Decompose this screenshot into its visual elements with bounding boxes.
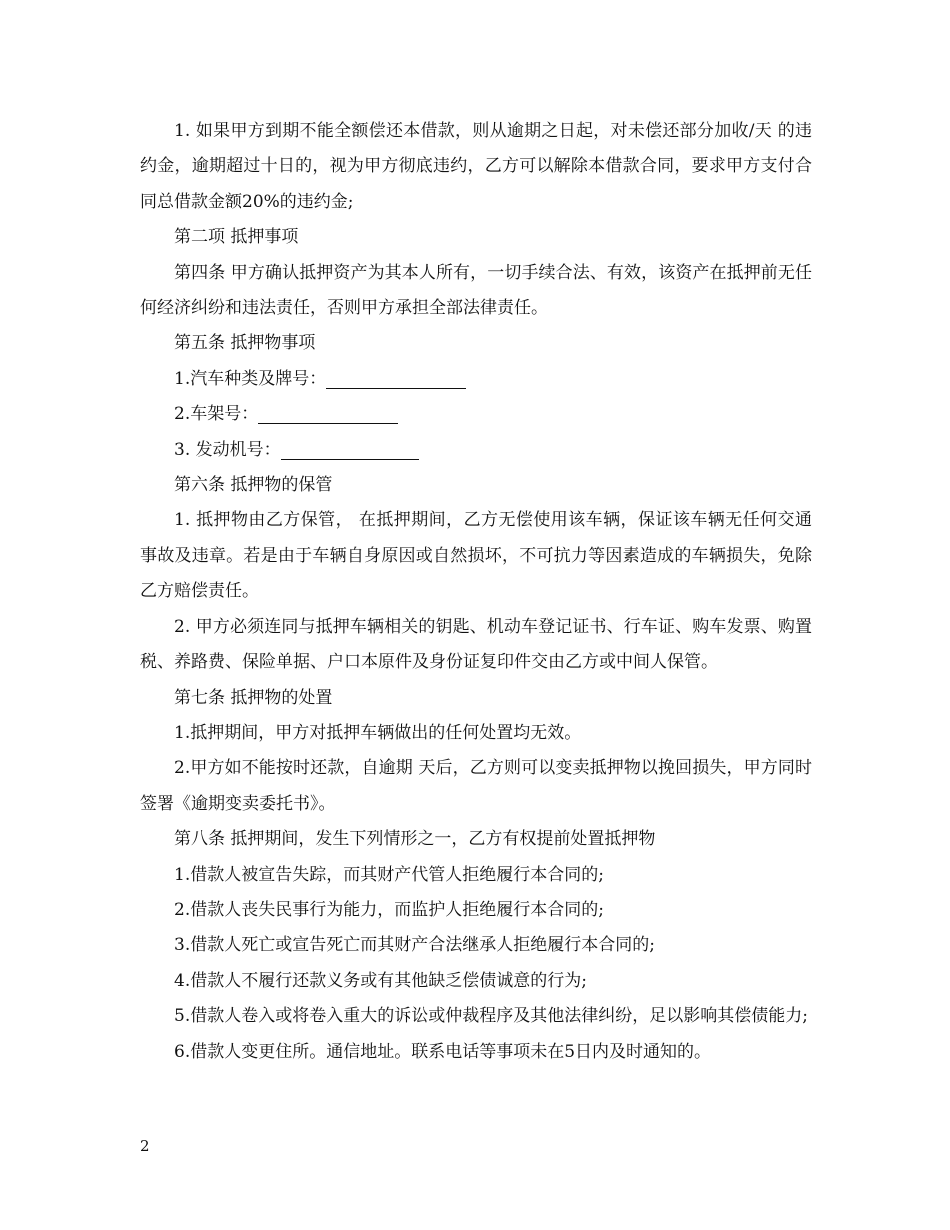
- document-body: [140, 114, 812, 1070]
- article-8-item-6: 6.借款人变更住所。通信地址。联系电话等事项未在5日内及时通知的。: [174, 1041, 712, 1062]
- article-4: 第四条 甲方确认抵押资产为其本人所有，一切手续合法、有效，该资产在抵押前无任何经济纠纷和违法责任，否则甲方承担全部法律责任。: [140, 262, 812, 319]
- article-7-heading: 第七条 抵押物的处置: [174, 687, 333, 708]
- article-8-item-3: 3.借款人死亡或宣告死亡而其财产合法继承人拒绝履行本合同的;: [174, 935, 655, 956]
- article-6-item-1: 1. 抵押物由乙方保管， 在抵押期间，乙方无偿使用该车辆，保证该车辆无任何交通事故及违章。若是由于车辆自身原因或自然损坏，不可抗力等因素造成的车辆损失，免除乙方赔偿责任。: [140, 510, 812, 602]
- article-8-item-2: 2.借款人丧失民事行为能力，而监护人拒绝履行本合同的;: [174, 899, 604, 920]
- article-6-item-2: 2. 甲方必须连同与抵押车辆相关的钥匙、机动车登记证书、行车证、购车发票、购置税、养路费、保险单据、户口本原件及身份证复印件交由乙方或中间人保管。: [140, 616, 812, 673]
- article-7-item-1: 1.抵押期间，甲方对抵押车辆做出的任何处置均无效。: [174, 722, 582, 743]
- field-label: 3. 发动机号：: [174, 439, 281, 460]
- field-engine-number: [140, 433, 812, 468]
- article-8-heading: 第八条 抵押期间，发生下列情形之一，乙方有权提前处置抵押物: [174, 829, 656, 850]
- field-vehicle-type-plate: [140, 362, 812, 397]
- page-number: 2: [140, 1137, 150, 1155]
- clause-overdue-penalty: 1. 如果甲方到期不能全额偿还本借款，则从逾期之日起，对未偿还部分加收/天 的违约金，逾期超过十日的，视为甲方彻底违约，乙方可以解除本借款合同，要求甲方支付合同总借款金额20%的违约金;: [140, 121, 812, 212]
- section-heading-mortgage: 第二项 抵押事项: [174, 227, 299, 248]
- article-7-item-2: 2.甲方如不能按时还款，自逾期 天后，乙方则可以变卖抵押物以挽回损失，甲方同时签署《逾期变卖委托书》。: [140, 758, 812, 814]
- blank-line: [326, 370, 466, 389]
- article-8-item-1: 1.借款人被宣告失踪，而其财产代管人拒绝履行本合同的;: [174, 864, 604, 885]
- blank-line: [258, 405, 398, 424]
- field-vin: [140, 397, 812, 432]
- field-label: 1.汽车种类及牌号：: [174, 368, 327, 389]
- article-8-item-5: 5.借款人卷入或将卷入重大的诉讼或仲裁程序及其他法律纠纷，足以影响其偿债能力;: [174, 1006, 808, 1027]
- field-label: 2.车架号：: [174, 404, 259, 425]
- article-6-heading: 第六条 抵押物的保管: [174, 475, 333, 496]
- article-5-heading: 第五条 抵押物事项: [174, 333, 316, 354]
- article-8-item-4: 4.借款人不履行还款义务或有其他缺乏偿债诚意的行为;: [174, 970, 587, 991]
- blank-line: [281, 441, 419, 460]
